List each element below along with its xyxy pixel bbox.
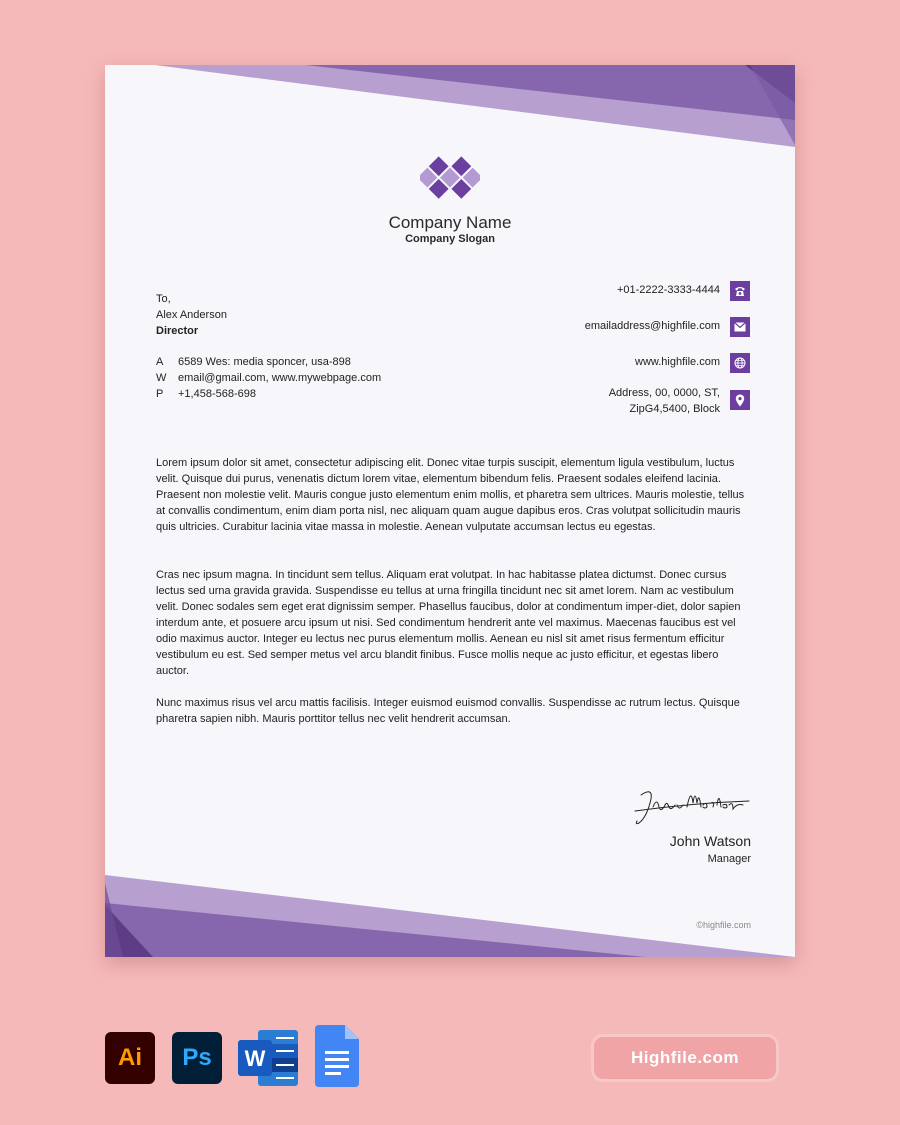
to-label: To, (156, 293, 171, 305)
signatory-title: Manager (707, 853, 751, 865)
recipient-title: Director (156, 325, 199, 337)
address-value: 6589 Wes: media sponcer, usa-898 (178, 356, 351, 368)
company-name: Company Name (388, 213, 512, 232)
recipient-name: Alex Anderson (156, 309, 227, 321)
address-key: A (156, 356, 164, 368)
word-icon[interactable] (236, 1028, 300, 1088)
contact-address (609, 385, 720, 417)
mail-icon (730, 317, 750, 337)
illustrator-icon[interactable]: Ai (105, 1032, 155, 1084)
company-slogan: Company Slogan (405, 233, 495, 245)
globe-icon (730, 353, 750, 373)
recipient-address-row (156, 356, 351, 368)
letterhead-sheet (105, 65, 795, 957)
contact-address-line1: Address, 00, 0000, ST, (608, 387, 720, 399)
body-paragraph-2: Cras nec ipsum magna. In tincidunt sem tellus. Aliquam erat volutpat. In hac habitasse platea dictumst. Donec cursus lectus sed urna gravida gravida. Suspendisse eu tellus at urna fringilla tincidunt nec sit amet lorem. Nam ac vestibulum velit. Donec sodales sem eget erat dignissim semper. Phasellus faucibus, dolor at condimentum imper-diet, dolor sapien interdum ante, et posuere arcu ipsum ut nisi. Sed condimentum hendrerit ante vel maximus. Maecenas faucibus est vel odio maximus auctor. Integer eu lectus nec purus elementum mollis. Aenean eu nisl sit amet risus fermentum efficitur vestibulum eu est. Sed semper metus vel arcu blandit finibus. Fusce mollis neque ac justo efficitur, et egestas libero auctor. (156, 569, 741, 677)
signature-image (633, 777, 753, 837)
web-key: W (156, 372, 167, 384)
signatory-name: John Watson (669, 833, 751, 849)
body-paragraph-3: Nunc maximus risus vel arcu mattis facilisis. Integer euismod euismod convallis. Suspendisse ac rutrum lectus. Quisque pharetra sapien nibh. Mauris porttitor tellus nec velit hendrerit accumsan. (156, 697, 740, 725)
copyright-text: ©highfile.com (696, 920, 751, 930)
highfile-button[interactable]: Highfile.com (591, 1034, 779, 1082)
contact-email: emailaddress@highfile.com (584, 320, 720, 332)
google-docs-icon[interactable] (315, 1025, 359, 1087)
phone-icon (730, 281, 750, 301)
recipient-web-row (156, 372, 381, 384)
phone-key: P (156, 388, 164, 400)
company-logo-icon (420, 149, 480, 209)
location-pin-icon (730, 390, 750, 410)
recipient-phone-row (156, 388, 256, 400)
photoshop-icon[interactable]: Ps (172, 1032, 222, 1084)
word-icon-label: W (244, 1046, 266, 1071)
body-paragraph-1: Lorem ipsum dolor sit amet, consectetur adipiscing elit. Donec vitae turpis suscipit, elementum ligula vestibulum, luctus velit. Quisque dui purus, venenatis dictum lorem vitae, elementum bibendum felis. Praesent sodales eleifend lacinia. Praesent non molestie velit. Mauris congue justo elementum enim mollis, et pharetra sem ultrices. Mauris molestie, tellus at convallis condimentum, enim diam porta nisl, nec aliquam quam augue dapibus eros. Cras volutpat sollicitudin mauris quis ultricies. Curabitur lacinia vitae massa in molestie. Aenean vulputate accumsan lectus eu egestas. (156, 457, 745, 533)
contact-website: www.highfile.com (635, 356, 720, 368)
contact-address-line2: ZipG4,5400, Block (629, 403, 720, 415)
phone-value: +1,458-568-698 (178, 388, 256, 400)
contact-phone: +01-2222-3333-4444 (616, 284, 720, 296)
web-value: email@gmail.com, www.mywebpage.com (178, 372, 382, 384)
